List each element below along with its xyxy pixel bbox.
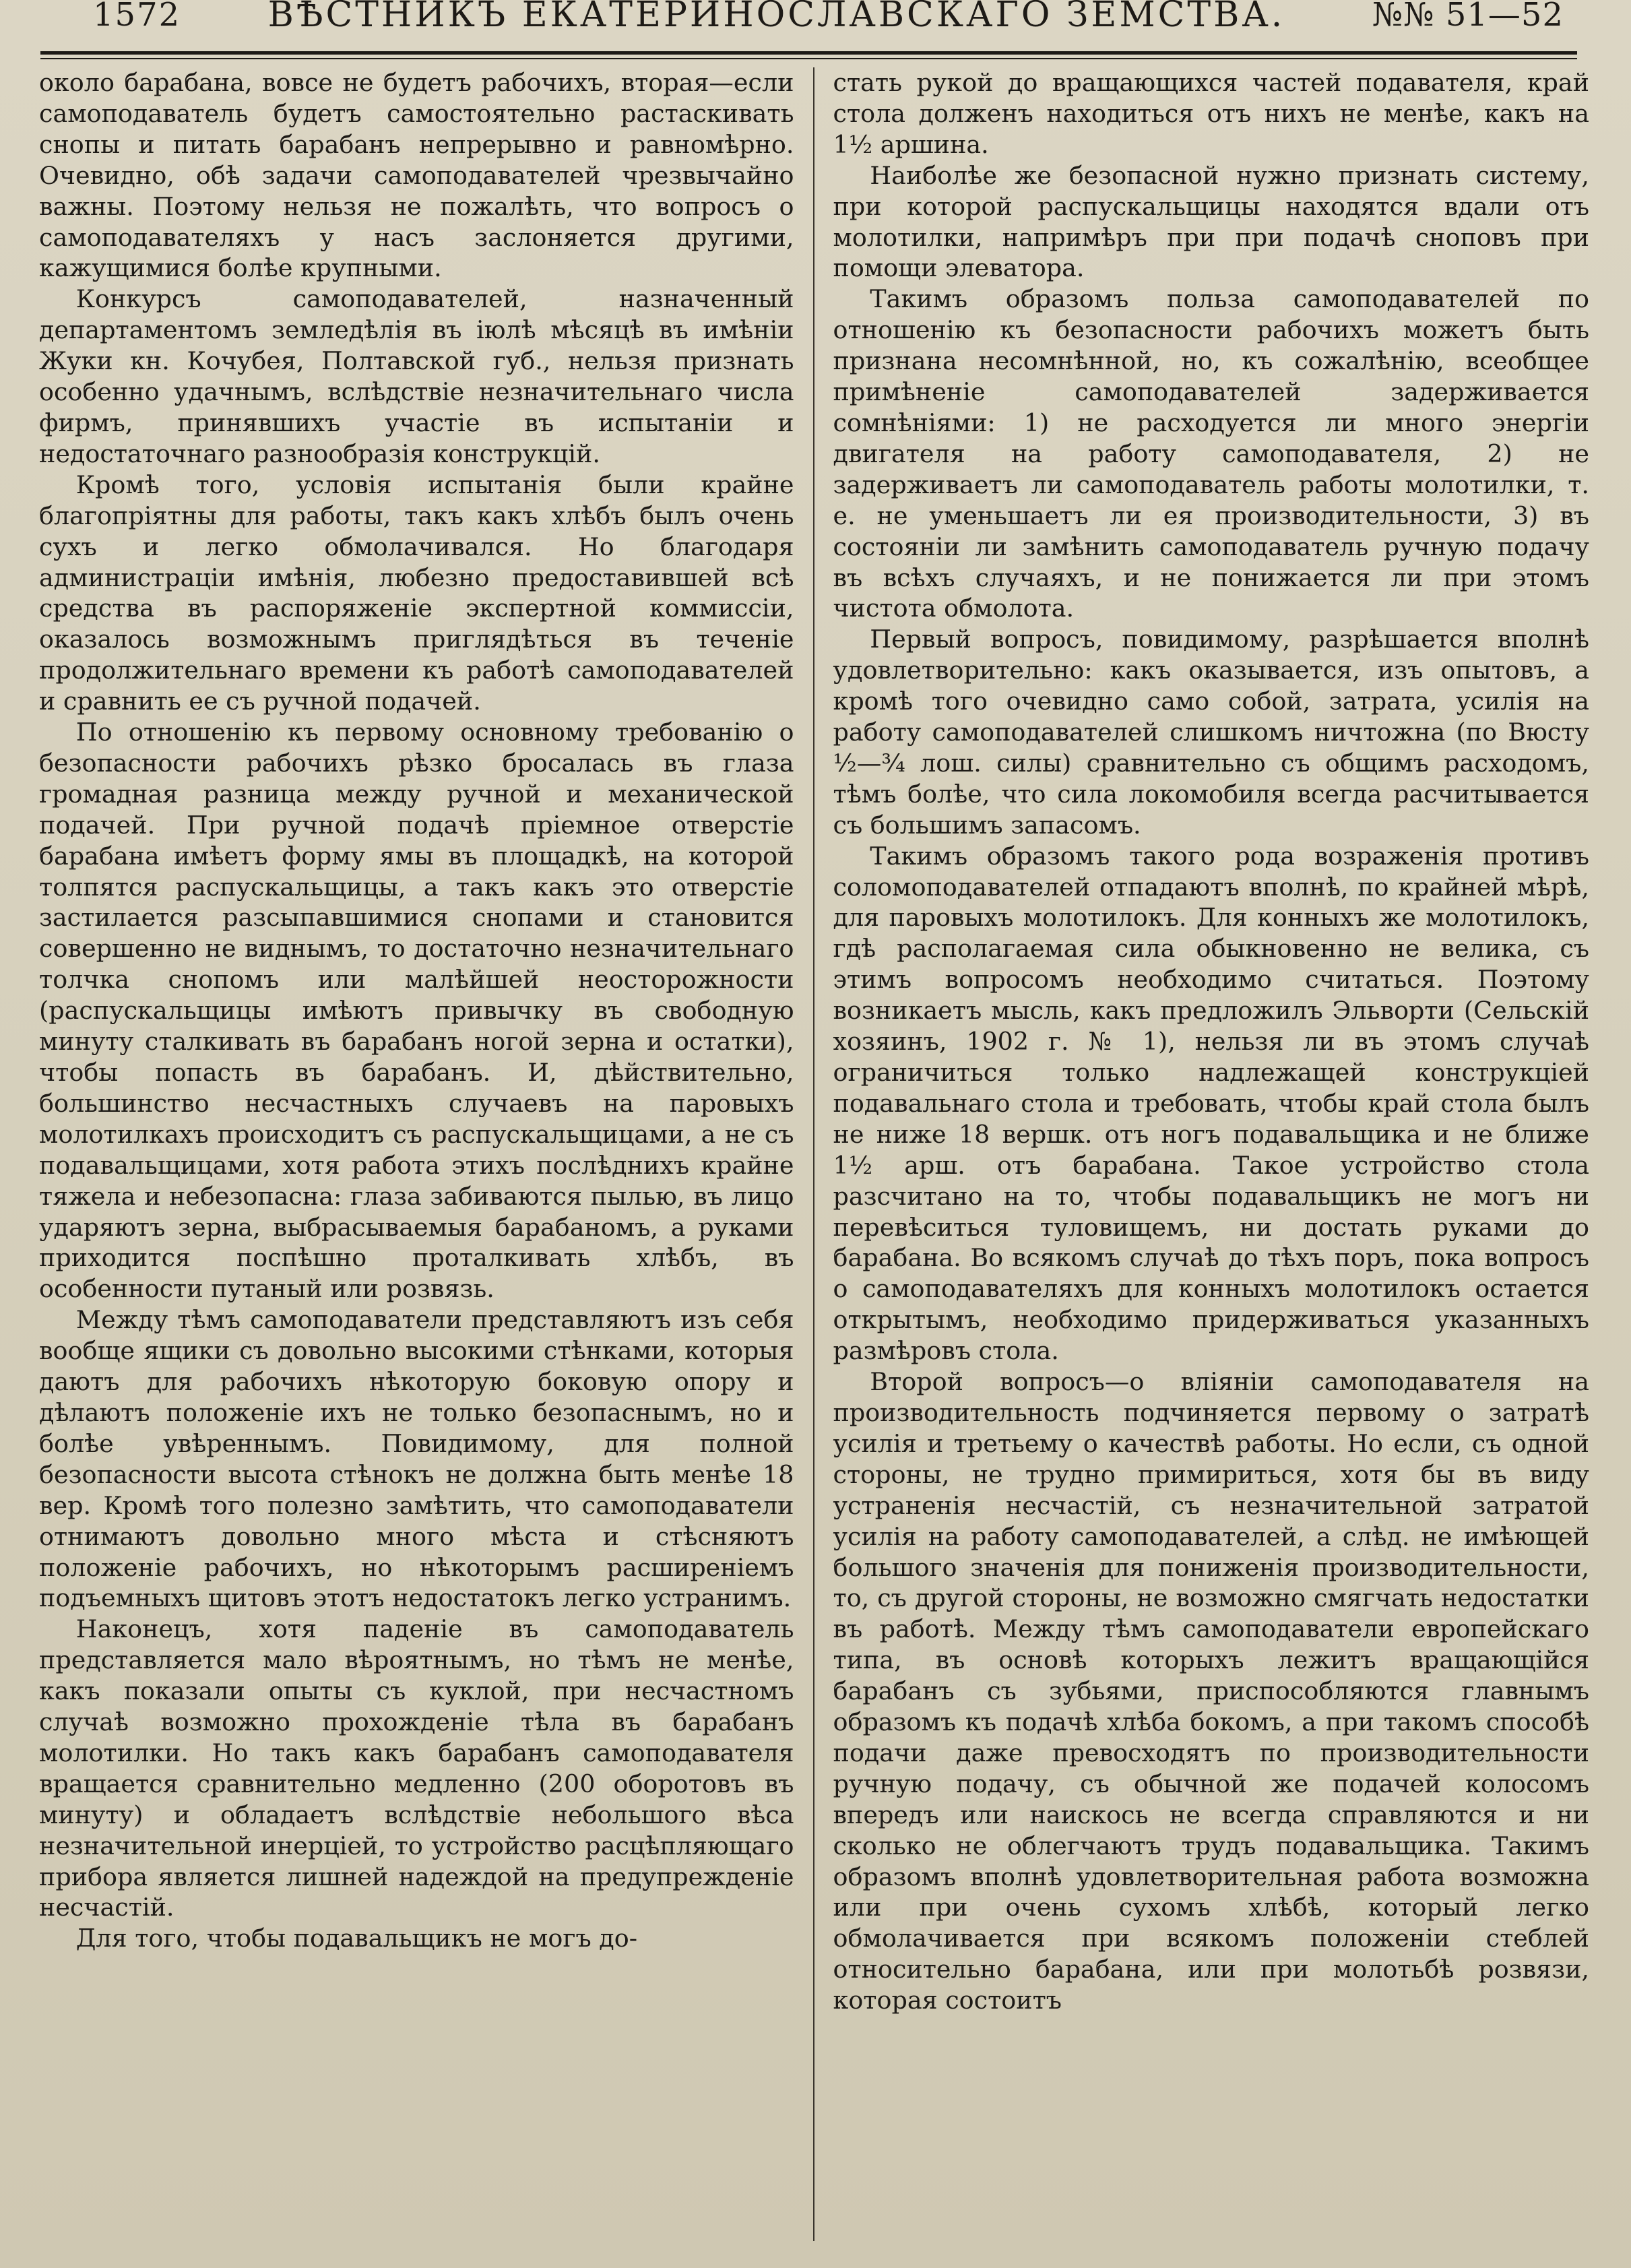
paragraph: Для того, чтобы подавальщикъ не могъ до- bbox=[75, 1924, 638, 1953]
paragraph: Такимъ образомъ польза самоподавателей по отношенію къ безопасности рабочихъ можетъ быть признана несомнѣнной, но, къ сожалѣнію, всеобщее примѣненіе самоподавателей задерживается сомнѣніями: 1) не расходуется ли много энергіи двигателя на работу самоподавателя, 2) не задерживаетъ ли самоподаватель работы молотилки, т. е. не уменьшаетъ ли ея производительности, 3) въ состояніи ли замѣнить самоподаватель ручную подачу въ всѣхъ случаяхъ, и не понижается ли при этомъ чистота обмолота. bbox=[833, 284, 1589, 623]
text-columns bbox=[39, 67, 1589, 2241]
paragraph: По отношенію къ первому основному требованію о безопасности рабочихъ рѣзко бросалась въ глаза громадная разница между ручной и механической подачей. При ручной подачѣ пріемное отверстіе барабана имѣетъ форму ямы въ площадкѣ, на которой толпятся распускальщицы, а такъ какъ это отверстіе застилается разсыпавшимися снопами и становится совершенно не виднымъ, то достаточно незначительнаго толчка снопомъ или малѣйшей неосторожности (распускальщицы имѣютъ привычку въ свободную минуту сталкивать въ барабанъ ногой зерна и остатки), чтобы попасть въ барабанъ. И, дѣйствительно, большинство несчастныхъ случаевъ на паровыхъ молотилкахъ происходитъ съ распускальщицами, а не съ подавальщицами, хотя работа этихъ послѣднихъ крайне тяжела и небезопасна: глаза забиваются пылью, въ лицо ударяютъ зерна, выбрасываемыя барабаномъ, а руками приходится поспѣшно проталкивать хлѣбъ, въ особенности путаный или розвязь. bbox=[39, 718, 794, 1304]
paragraph: Второй вопросъ—о вліяніи самоподавателя на производительность подчиняется первому о затратѣ усилія и третьему о качествѣ работы. Но если, съ одной стороны, не трудно примириться, хотя бы въ виду устраненія несчастій, съ незначительной затратой усилія на работу самоподавателей, а слѣд. не имѣющей большого значенія для пониженія производительности, то, съ другой стороны, не возможно смягчать недостатки въ работѣ. Между тѣмъ самоподаватели европейскаго типа, въ основѣ которыхъ лежитъ вращающійся барабанъ съ зубьями, приспособляются главнымъ образомъ къ подачѣ хлѣба бокомъ, а при такомъ способѣ подачи даже превосходятъ по производительности ручную подачу, съ обычной же подачей колосомъ впередъ или наискось не всегда справляются и ни сколько не облегчаютъ трудъ подавальщика. Такимъ образомъ вполнѣ удовлетворительная работа возможна или при очень сухомъ хлѣбѣ, который легко обмолачивается при всякомъ положеніи стеблей относительно барабана, или при молотьбѣ розвязи, которая состоитъ bbox=[833, 1367, 1589, 2015]
paragraph: Первый вопросъ, повидимому, разрѣшается вполнѣ удовлетворительно: какъ оказывается, изъ опытовъ, а кромѣ того очевидно само собой, затрата, усилія на работу самоподавателей слишкомъ ничтожна (по Вюсту ½—¾ лош. силы) сравнительно съ общимъ расходомъ, тѣмъ болѣе, что сила локомобиля всегда расчитывается съ большимъ запасомъ. bbox=[833, 625, 1589, 840]
journal-title: ВѢСТНИКЪ ЕКАТЕРИНОСЛАВСКАГО ЗЕМСТВА. bbox=[267, 0, 1285, 35]
paragraph: Такимъ образомъ такого рода возраженія противъ соломоподавателей отпадаютъ вполнѣ, по крайней мѣрѣ, для паровыхъ молотилокъ. Для конныхъ же молотилокъ, гдѣ располагаемая сила обыкновенно не велика, съ этимъ вопросомъ необходимо считаться. Поэтому возникаетъ мысль, какъ предложилъ Эльворти (Сельскій хозяинъ, 1902 г. № 1), нельзя ли въ этомъ случаѣ ограничиться только надлежащей конструкціей подавальнаго стола и требовать, чтобы край стола былъ не ниже 18 вершк. отъ ногъ подавальщика и не ближе 1½ арш. отъ барабана. Такое устройство стола разсчитано на то, чтобы подавальщикъ не могъ ни перевѣситься туловищемъ, ни достать руками до барабана. Во всякомъ случаѣ до тѣхъ поръ, пока вопросъ о самоподавателяхъ для конныхъ молотилокъ остается открытымъ, необходимо придерживаться указанныхъ размѣровъ стола. bbox=[833, 841, 1589, 1366]
paragraph: Наконецъ, хотя паденіе въ самоподаватель представляется мало вѣроятнымъ, но тѣмъ не менѣе, какъ показали опыты съ куклой, при несчастномъ случаѣ возможно прохожденіе тѣла въ барабанъ молотилки. Но такъ какъ барабанъ самоподавателя вращается сравнительно медленно (200 оборотовъ въ минуту) и обладаетъ вслѣдствіе небольшого вѣса незначительной инерціей, то устройство расцѣпляющаго прибора является лишней надеждой на предупрежденіе несчастій. bbox=[39, 1614, 794, 1922]
left-column bbox=[39, 67, 814, 2241]
issue-number: №№ 51—52 bbox=[1372, 0, 1564, 34]
page-header bbox=[32, 0, 1591, 43]
paragraph: Между тѣмъ самоподаватели представляютъ изъ себя вообще ящики съ довольно высокими стѣнками, которыя даютъ для рабочихъ нѣкоторую боковую опору и дѣлаютъ положеніе ихъ не только безопаснымъ, но и болѣе увѣреннымъ. Повидимому, для полной безопасности высота стѣнокъ не должна быть менѣе 18 вер. Кромѣ того полезно замѣтить, что самоподаватели отнимаютъ довольно много мѣста и стѣсняютъ положеніе рабочихъ, но нѣкоторымъ расширеніемъ подъемныхъ щитовъ этотъ недостатокъ легко устранимъ. bbox=[39, 1305, 794, 1613]
paragraph: Кромѣ того, условія испытанія были крайне благопріятны для работы, такъ какъ хлѣбъ былъ очень сухъ и легко обмолачивался. Но благодаря администраціи имѣнія, любезно предоставившей всѣ средства въ распоряженіе экспертной коммиссіи, оказалось возможнымъ приглядѣться въ теченіе продолжительнаго времени къ работѣ самоподавателей и сравнить ее съ ручной подачей. bbox=[39, 470, 794, 716]
paragraph: Конкурсъ самоподавателей, назначенный департаментомъ земледѣлія въ іюлѣ мѣсяцѣ въ имѣніи Жуки кн. Кочубея, Полтавской губ., нельзя признать особенно удачнымъ, вслѣдствіе незначительнаго числа фирмъ, принявшихъ участіе въ испытаніи и недостаточнаго разнообразія конструкцій. bbox=[39, 284, 794, 468]
paragraph: стать рукой до вращающихся частей подавателя, край стола долженъ находиться отъ нихъ не менѣе, какъ на 1½ аршина. bbox=[833, 68, 1589, 159]
page-number: 1572 bbox=[93, 0, 181, 34]
paragraph: около барабана, вовсе не будетъ рабочихъ, вторая—если самоподаватель будетъ самостоятельно растаскивать снопы и питать барабанъ непрерывно и равномѣрно. Очевидно, обѣ задачи самоподавателей чрезвычайно важны. Поэтому нельзя не пожалѣть, что вопросъ о самоподавателяхъ у насъ заслоняется другими, кажущимися болѣе крупными. bbox=[39, 68, 794, 283]
paragraph: Наиболѣе же безопасной нужно признать систему, при которой распускальщицы находятся вдали отъ молотилки, напримѣръ при при подачѣ сноповъ при помощи элеватора. bbox=[833, 160, 1589, 283]
right-column bbox=[814, 67, 1590, 2241]
header-rule bbox=[40, 51, 1577, 55]
